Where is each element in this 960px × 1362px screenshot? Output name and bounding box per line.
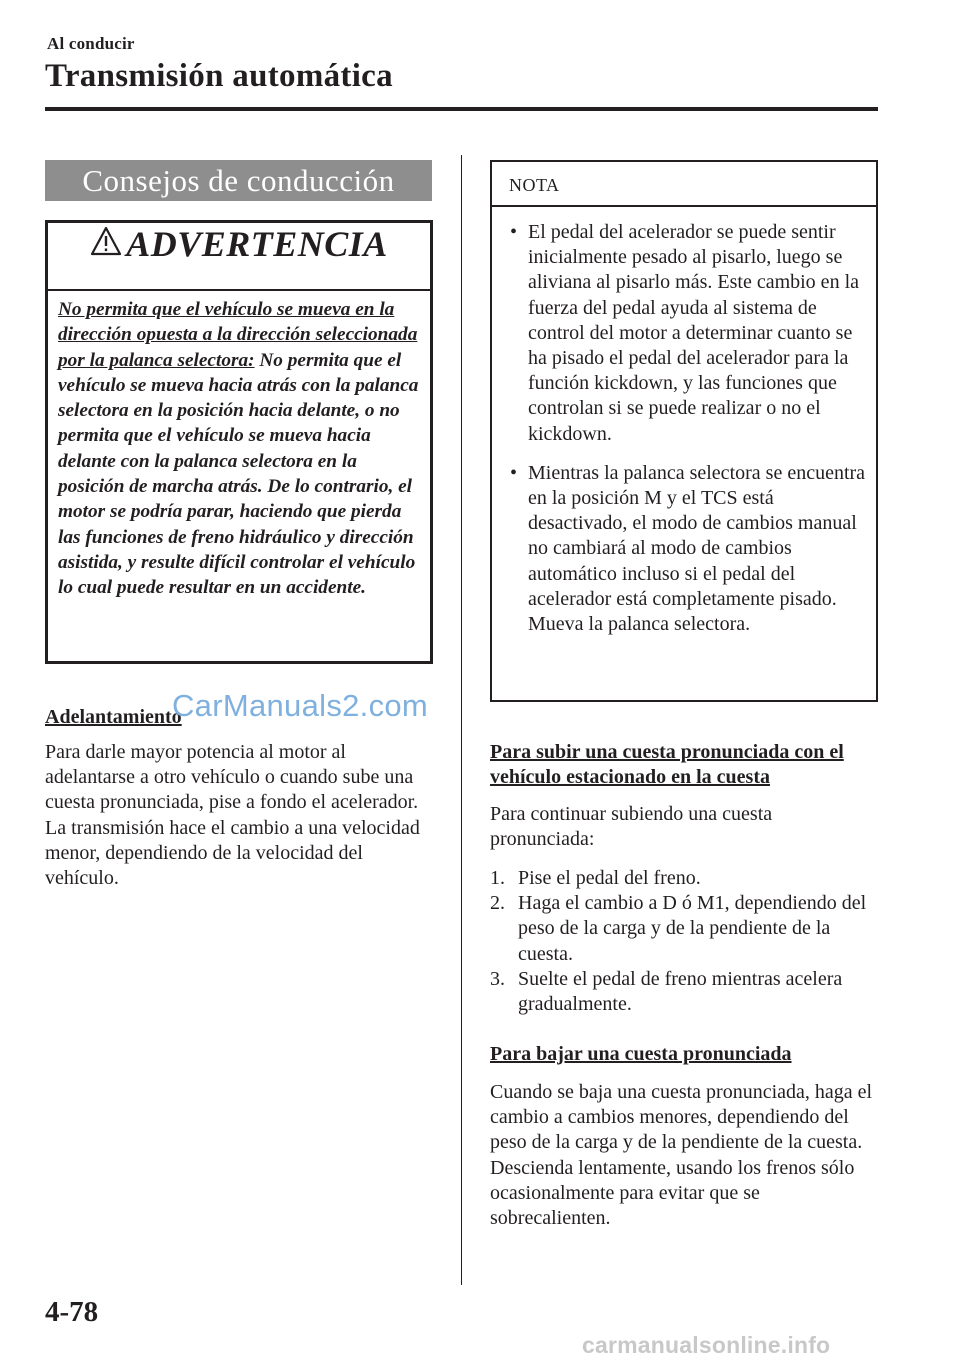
- warning-box: [45, 220, 433, 664]
- note-box: [490, 160, 878, 702]
- uphill-intro: Para continuar subiendo una cuesta pronunciada:: [490, 803, 773, 851]
- section-banner: Consejos de conducción: [45, 160, 432, 201]
- header-divider: [45, 107, 878, 111]
- warning-header: [48, 223, 430, 287]
- warning-triangle-icon: [90, 226, 122, 256]
- warning-body: No permita que el vehículo se mueva hacia atrás con la palanca selectora en la posición hacia delante, o no permita que el vehículo se mueva hacia delante con la palanca selectora en la posición de marcha atrás. De lo contrario, el motor se podría parar, haciendo que pierda las funciones de freno hidráulico y dirección asistida, y resulte difícil controlar el vehículo lo cual puede resultar en un accidente.: [58, 349, 419, 599]
- step-item: 3. Suelte el pedal de freno mientras acelera gradualmente.: [490, 967, 843, 1016]
- warning-title: ADVERTENCIA: [126, 224, 388, 264]
- note-title: NOTA: [509, 175, 560, 195]
- downhill-text: Cuando se baja una cuesta pronunciada, haga el cambio a cambios menores, dependiendo del peso de la carga y de la pendiente de la cuesta. Descienda lentamente, usando los frenos sólo ocasionalmente para evitar que se sobrecalienten.: [490, 1081, 873, 1230]
- note-list: [506, 220, 871, 651]
- footer-watermark: carmanualsonline.info: [582, 1332, 831, 1358]
- watermark-logo: CarManuals2.com: [172, 688, 429, 723]
- bullet-icon: •: [510, 221, 518, 243]
- note-item: • El pedal del acelerador se puede sentir inicialmente pesado al pisarlo, luego se aliviana al pisarlo más. Este cambio en la fuerza del pedal ayuda al sistema de control del motor a determinar cuanto se ha pisado el pedal del acelerador para la función kickdown, y las funciones que controlan si se puede realizar o no el kickdown.: [510, 221, 859, 445]
- uphill-heading: Para subir una cuesta pronunciada con el vehículo estacionado en la cuesta: [490, 741, 844, 788]
- overtaking-heading: Adelantamiento: [45, 706, 182, 728]
- overtaking-text: Para darle mayor potencia al motor al adelantarse a otro vehículo o cuando sube una cuesta pronunciada, pise a fondo el acelerador. La transmisión hace el cambio a una velocidad menor, dependiendo de la velocidad del vehículo.: [45, 741, 420, 890]
- step-item: 2. Haga el cambio a D ó M1, dependiendo del peso de la carga y de la pendiente de la cuesta.: [490, 892, 867, 965]
- uphill-steps: [490, 866, 882, 1017]
- warning-divider: [48, 289, 430, 291]
- page-number: 4-78: [45, 1296, 99, 1328]
- column-divider: [461, 155, 462, 1285]
- page-title: Transmisión automática: [45, 58, 393, 94]
- note-item: • Mientras la palanca selectora se encuentra en la posición M y el TCS está desactivado, el modo de cambios manual no cambiará al modo de cambios automático incluso si el pedal del acelerador está completamente pisado. Mueva la palanca selectora.: [510, 461, 866, 636]
- note-divider: [492, 205, 876, 207]
- warning-text: [58, 297, 424, 601]
- downhill-heading: Para bajar una cuesta pronunciada: [490, 1043, 792, 1065]
- bullet-icon: •: [510, 461, 518, 484]
- warning-heading: No permita que el vehículo se mueva en la dirección opuesta a la dirección seleccionada por la palanca selectora:: [58, 299, 418, 371]
- step-item: 1. Pise el pedal del freno.: [490, 867, 701, 889]
- section-label: Al conducir: [47, 34, 135, 53]
